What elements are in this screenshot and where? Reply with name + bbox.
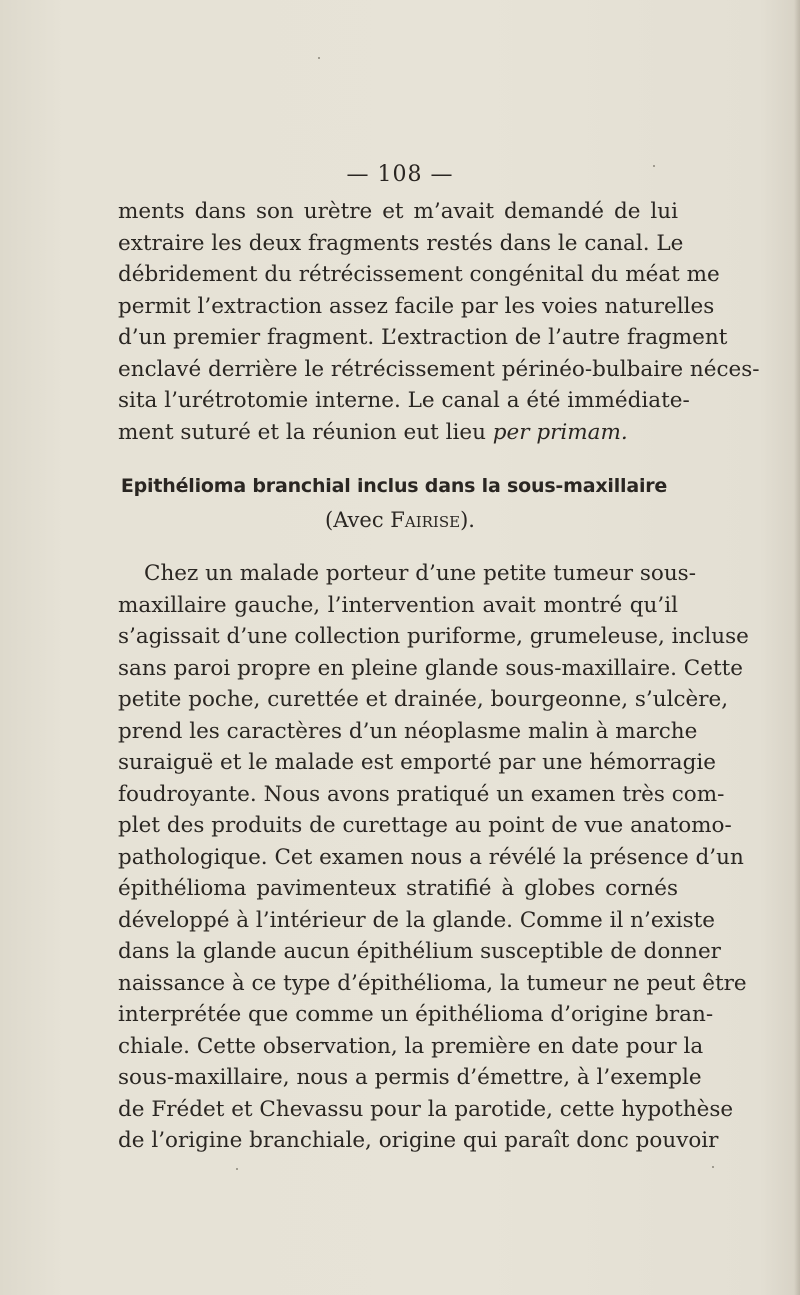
section-heading: Epithélioma branchial inclus dans la sous-maxillaire [120,475,668,497]
page-number: — 108 — [346,162,454,187]
text-line: petite poche, curettée et drainée, bourgeonne, s’ulcère, [118,687,729,712]
text-line: sans paroi propre en pleine glande sous-maxillaire. Cette [118,655,743,681]
text-line: d’un premier fragment. L’extraction de l’autre fragment [118,325,728,350]
text-line: pathologique. Cet examen nous a révélé la présence d’un [118,844,744,870]
page-edge-shadow [794,0,800,1295]
text-line: extraire les deux fragments restés dans le canal. Le [118,230,684,256]
text-line-content: ment suturé et la réunion eut lieu [118,419,486,445]
text-line-last [118,417,678,449]
text-line: naissance à ce type d’épithélioma, la tumeur ne peut être [118,970,747,996]
section-subheading [0,505,800,535]
text-line: chiale. Cette observation, la première en date pour la [118,1033,704,1059]
text-line: de l’origine branchiale, origine qui paraît donc pouvoir [118,1128,719,1153]
paragraph-case-report [118,558,749,1157]
text-line: épithélioma pavimenteux stratifié à globes cornés [118,876,678,901]
subheading-suffix: ). [460,508,475,532]
text-line: ments dans son urètre et m’avait demandé de lui [118,199,678,224]
text-line: maxillaire gauche, l’intervention avait montré qu’il [118,592,678,618]
text-line: suraiguë et le malade est emporté par une hémorragie [118,750,716,775]
text-line: prend les caractères d’un néoplasme malin à marche [118,718,698,744]
text-line: s’agissait d’une collection puriforme, grumeleuse, incluse [118,624,749,649]
paragraph-continuation [118,196,760,448]
text-line: sous-maxillaire, nous a permis d’émettre, à l’exemple [118,1065,702,1090]
subheading-prefix: (Avec [325,508,391,532]
text-line: interprétée que comme un épithélioma d’origine bran- [118,1002,714,1027]
text-line: débridement du rétrécissement congénital du méat me [118,262,720,287]
paper-speck [236,1168,238,1170]
paper-speck [318,57,320,59]
text-line: sita l’urétrotomie interne. Le canal a été immédiate- [118,388,690,413]
text-line: permit l’extraction assez facile par les voies naturelles [118,293,715,319]
text-line: plet des produits de curettage au point de vue anatomo- [118,813,732,838]
text-line: de Frédet et Chevassu pour la parotide, cette hypothèse [118,1096,734,1122]
paper-speck [653,165,655,167]
italic-latin-phrase: per primam. [492,419,628,445]
text-line: enclavé derrière le rétrécissement périnéo-bulbaire néces- [118,356,760,382]
text-line: foudroyante. Nous avons pratiqué un examen très com- [118,781,725,807]
text-line: dans la glande aucun épithélium susceptible de donner [118,939,721,964]
paper-speck [712,1166,714,1168]
coauthor-name: Fairise [390,508,461,532]
text-line: développé à l’intérieur de la glande. Comme il n’existe [118,907,715,933]
text-line-first: Chez un malade porteur d’une petite tumeur sous- [144,561,696,586]
